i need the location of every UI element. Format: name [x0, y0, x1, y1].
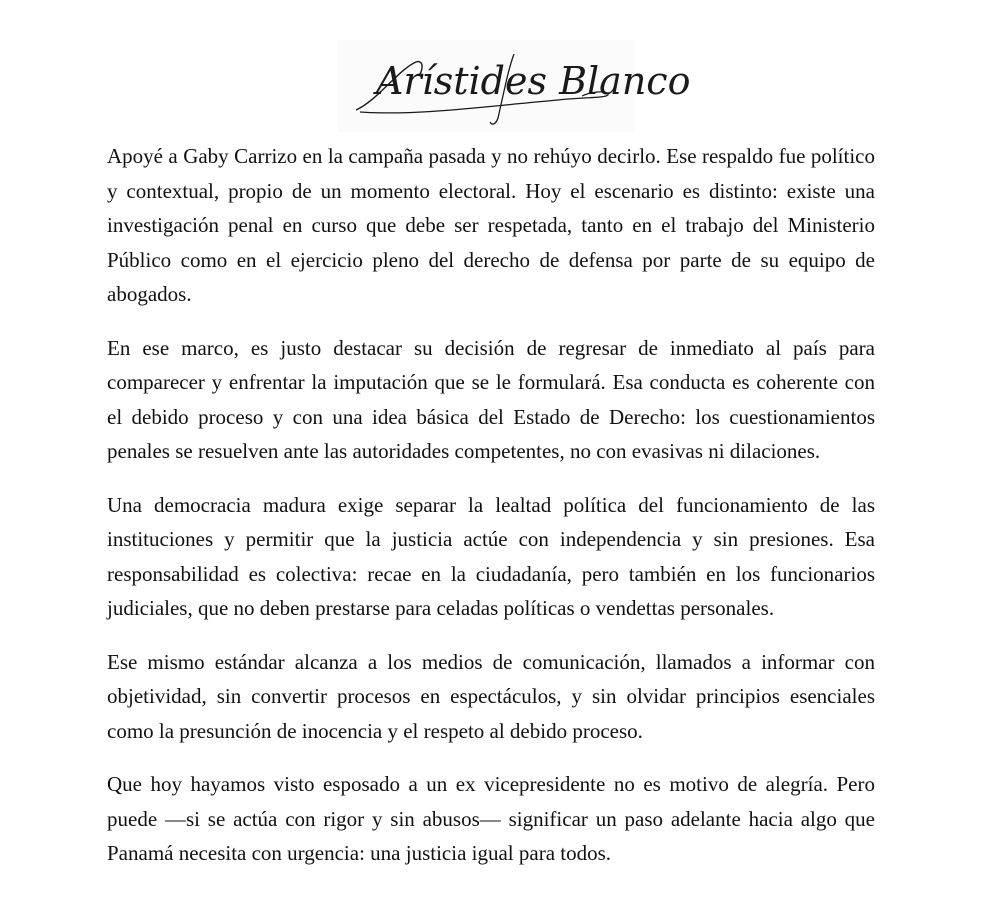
- paragraph-1: Apoyé a Gaby Carrizo en la campaña pasada y no rehúyo decirlo. Ese respaldo fue político y contextual, propio de un momento electoral. Hoy el escenario es distinto: existe una investigación penal en curso que debe ser respetada, tanto en el trabajo del Ministerio Público como en el ejercicio pleno del derecho de defensa por parte de su equipo de abogados.: [107, 144, 875, 306]
- signature-graphic: [338, 40, 691, 132]
- signature-logo: [338, 40, 691, 132]
- paragraph-4: Ese mismo estándar alcanza a los medios de comunicación, llamados a informar con objetividad, sin convertir procesos en espectáculos, y sin olvidar principios esenciales como la presunción de inocencia y el respeto al debido proceso.: [107, 649, 875, 743]
- paragraph-5: Que hoy hayamos visto esposado a un ex vicepresidente no es motivo de alegría. Pero puede —si se actúa con rigor y sin abusos— significar un paso adelante hacia algo que Panamá necesita con urgencia: una justicia igual para todos.: [107, 772, 875, 865]
- paragraph-2: En ese marco, es justo destacar su decisión de regresar de inmediato al país para comparecer y enfrentar la imputación que se le formulará. Esa conducta es coherente con el debido proceso y con una idea básica del Estado de Derecho: los cuestionamientos penales se resuelven ante las autoridades competentes, no con evasivas ni dilaciones.: [107, 335, 875, 463]
- paragraph-3: Una democracia madura exige separar la lealtad política del funcionamiento de las instituciones y permitir que la justicia actúe con independencia y sin presiones. Esa responsabilidad es colectiva: recae en la ciudadanía, pero también en los funcionarios judiciales, que no deben prestarse para celadas políticas o vendettas personales.: [107, 492, 875, 620]
- article-body: [107, 139, 875, 890]
- signature-text: Arístides Blanco: [376, 59, 691, 103]
